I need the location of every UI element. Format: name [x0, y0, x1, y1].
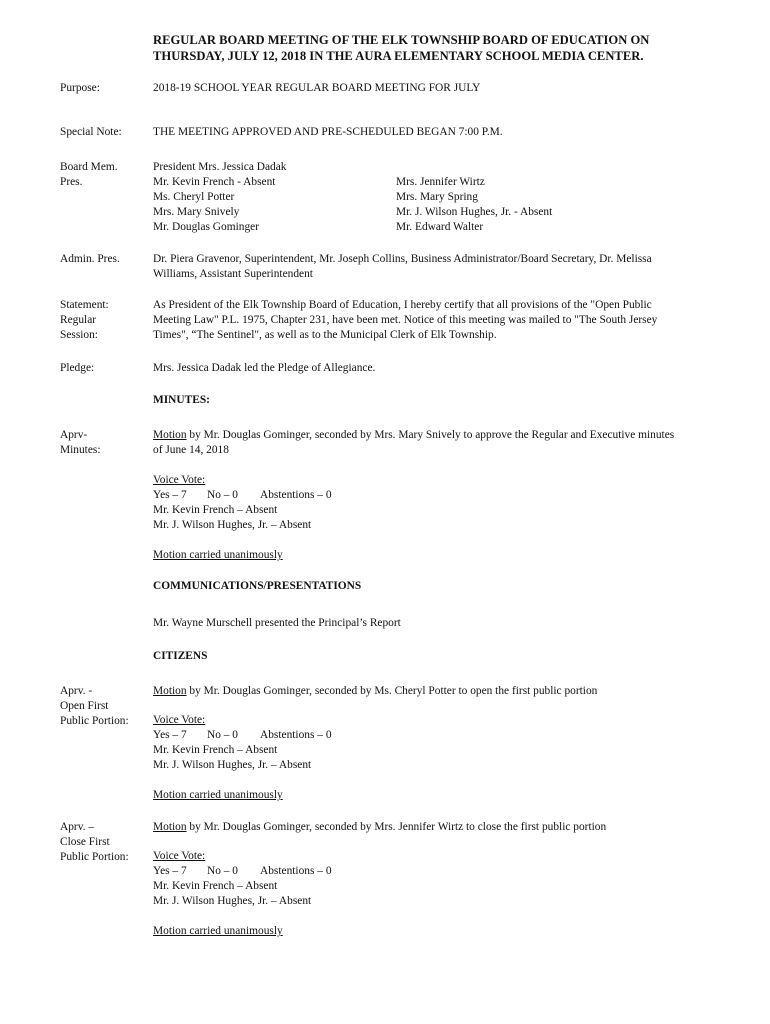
vote-yes: Yes – 7 — [153, 489, 187, 501]
open-first-body — [153, 684, 738, 803]
motion-line-2: of June 14, 2018 — [153, 444, 229, 456]
statement-line: As President of the Elk Township Board of Education, I hereby certify that all provisions of the "Open Public — [153, 299, 652, 311]
vote-no: No – 0 — [207, 865, 239, 877]
statement-label-line: Session: — [60, 329, 98, 341]
board-members-right-column — [396, 175, 552, 235]
vote-no: No – 0 — [207, 489, 239, 501]
document-title — [153, 32, 753, 64]
board-member: Mr. Douglas Gominger — [153, 221, 259, 233]
pledge-text: Mrs. Jessica Dadak led the Pledge of Allegiance. — [153, 362, 376, 374]
close-first-label-line: Close First — [60, 836, 110, 848]
motion-line — [153, 684, 738, 699]
voice-vote-label: Voice Vote: — [153, 850, 206, 862]
motion-carried: Motion carried unanimously — [153, 925, 283, 937]
approve-minutes-label — [60, 428, 150, 458]
approve-minutes-body — [153, 428, 738, 563]
statement-line: Meeting Law" P.L. 1975, Chapter 231, have been met. Notice of this meeting was mailed to "The South Jersey — [153, 314, 658, 326]
absent-member: Mr. J. Wilson Hughes, Jr. – Absent — [153, 519, 312, 531]
communications-text: Mr. Wayne Murschell presented the Principal’s Report — [153, 617, 401, 629]
statement-label-line: Regular — [60, 314, 97, 326]
statement-label — [60, 298, 150, 343]
admin-line: Williams, Assistant Superintendent — [153, 268, 313, 280]
close-first-label-line: Aprv. – — [60, 821, 95, 833]
special-note-text: THE MEETING APPROVED AND PRE-SCHEDULED BEGAN 7:00 P.M. — [153, 126, 503, 138]
board-members-list — [153, 160, 738, 235]
vote-abstentions: Abstentions – 0 — [260, 865, 332, 877]
purpose-text: 2018-19 SCHOOL YEAR REGULAR BOARD MEETING FOR JULY — [153, 82, 481, 94]
close-first-body — [153, 820, 738, 939]
vote-abstentions: Abstentions – 0 — [260, 729, 332, 741]
board-member: Ms. Cheryl Potter — [153, 191, 235, 203]
motion-carried: Motion carried unanimously — [153, 549, 283, 561]
vote-tally — [153, 488, 738, 503]
board-member: Mrs. Jennifer Wirtz — [396, 176, 485, 188]
minutes-heading: MINUTES: — [153, 394, 210, 406]
board-member: Mr. Kevin French - Absent — [153, 176, 276, 188]
motion-word: Motion — [153, 429, 187, 441]
special-note-label: Special Note: — [60, 126, 122, 138]
approve-minutes-label-line: Aprv- — [60, 429, 88, 441]
absent-member: Mr. Kevin French – Absent — [153, 504, 278, 516]
board-member: Mr. J. Wilson Hughes, Jr. - Absent — [396, 206, 553, 218]
board-members-label — [60, 160, 150, 190]
statement-text — [153, 298, 738, 343]
motion-carried: Motion carried unanimously — [153, 789, 283, 801]
admin-label: Admin. Pres. — [60, 253, 120, 265]
absent-member: Mr. Kevin French – Absent — [153, 880, 278, 892]
citizens-heading: CITIZENS — [153, 650, 208, 662]
motion-word: Motion — [153, 821, 187, 833]
motion-line — [153, 820, 738, 835]
open-first-label — [60, 684, 150, 729]
close-first-label-line: Public Portion: — [60, 851, 129, 863]
motion-word: Motion — [153, 685, 187, 697]
board-member: Mrs. Mary Snively — [153, 206, 240, 218]
absent-member: Mr. Kevin French – Absent — [153, 744, 278, 756]
title-line-1: REGULAR BOARD MEETING OF THE ELK TOWNSHIP BOARD OF EDUCATION ON — [153, 33, 650, 47]
open-first-label-line: Public Portion: — [60, 715, 129, 727]
absent-member: Mr. J. Wilson Hughes, Jr. – Absent — [153, 895, 312, 907]
voice-vote-label: Voice Vote: — [153, 474, 206, 486]
statement-label-line: Statement: — [60, 299, 109, 311]
vote-no: No – 0 — [207, 729, 239, 741]
statement-line: Times", “The Sentinel", as well as to the Municipal Clerk of Elk Township. — [153, 329, 497, 341]
admin-text — [153, 252, 738, 282]
motion-text: by Mr. Douglas Gominger, seconded by Mrs. Jennifer Wirtz to close the first public portion — [186, 821, 607, 833]
board-member: Mr. Edward Walter — [396, 221, 484, 233]
vote-yes: Yes – 7 — [153, 729, 187, 741]
vote-yes: Yes – 7 — [153, 865, 187, 877]
close-first-label — [60, 820, 150, 865]
communications-heading: COMMUNICATIONS/PRESENTATIONS — [153, 580, 362, 592]
vote-abstentions: Abstentions – 0 — [260, 489, 332, 501]
board-label-line-1: Board Mem. — [60, 161, 118, 173]
approve-minutes-label-line: Minutes: — [60, 444, 101, 456]
absent-member: Mr. J. Wilson Hughes, Jr. – Absent — [153, 759, 312, 771]
pledge-label: Pledge: — [60, 362, 95, 374]
admin-line: Dr. Piera Gravenor, Superintendent, Mr. Joseph Collins, Business Administrator/Board Secretary, Dr. Melissa — [153, 253, 652, 265]
purpose-label: Purpose: — [60, 82, 100, 94]
board-president: President Mrs. Jessica Dadak — [153, 161, 287, 173]
motion-text: by Mr. Douglas Gominger, seconded by Ms. Cheryl Potter to open the first public portion — [186, 685, 598, 697]
open-first-label-line: Aprv. - — [60, 685, 93, 697]
board-member: Mrs. Mary Spring — [396, 191, 478, 203]
title-line-2: THURSDAY, JULY 12, 2018 IN THE AURA ELEMENTARY SCHOOL MEDIA CENTER. — [153, 49, 644, 63]
board-label-line-2: Pres. — [60, 176, 83, 188]
voice-vote-label: Voice Vote: — [153, 714, 206, 726]
open-first-label-line: Open First — [60, 700, 109, 712]
motion-text: by Mr. Douglas Gominger, seconded by Mrs. Mary Snively to approve the Regular and Executive minutes — [186, 429, 675, 441]
vote-tally — [153, 728, 738, 743]
motion-line — [153, 428, 738, 443]
vote-tally — [153, 864, 738, 879]
